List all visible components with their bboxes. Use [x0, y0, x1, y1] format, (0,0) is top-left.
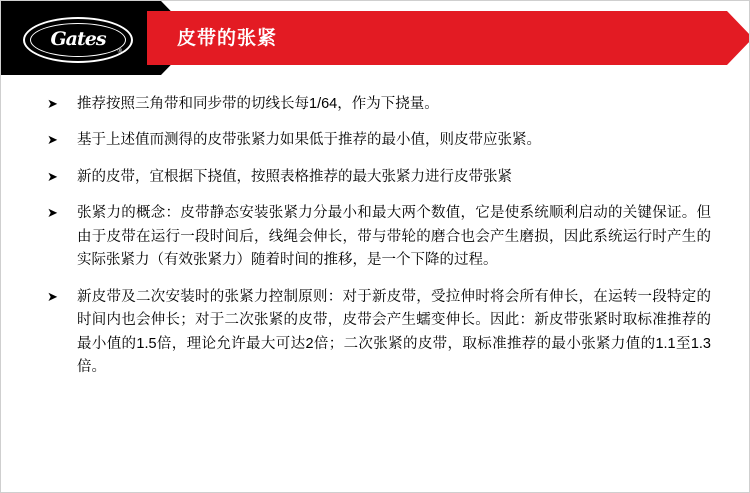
bullet-arrow-icon: ➤ [47, 133, 58, 149]
slide-body [1, 75, 749, 393]
list-item-text: 推荐按照三角带和同步带的切线长每1/64，作为下挠量。 [77, 96, 439, 112]
list-item-text: 新皮带及二次安装时的张紧力控制原则：对于新皮带，受拉伸时将会所有伸长，在运转一段特定的时间内也会伸长；对于二次张紧的皮带，皮带会产生蠕变伸长。因此：新皮带张紧时取标准推荐的最小值的1.5倍，理论允许最大可达2倍；二次张紧的皮带，取标准推荐的最小张紧力值的1.1至1.3倍。 [77, 288, 711, 376]
list-item [39, 129, 711, 152]
list-item-text: 基于上述值而测得的皮带张紧力如果低于推荐的最小值，则皮带应张紧。 [77, 132, 541, 149]
list-item-text: 新的皮带，宜根据下挠值，按照表格推荐的最大张紧力进行皮带张紧 [77, 168, 512, 185]
page-title: 皮带的张紧 [177, 28, 278, 49]
logo-registered-mark: ® [117, 49, 122, 55]
bullet-arrow-icon: ➤ [47, 206, 58, 222]
list-item [39, 286, 711, 380]
list-item [39, 202, 711, 272]
bullet-arrow-icon: ➤ [47, 289, 58, 305]
gates-logo [23, 17, 133, 63]
slide-header [1, 1, 749, 75]
list-item [39, 93, 711, 116]
bullet-arrow-icon: ➤ [47, 169, 58, 185]
logo-wordmark: Gates [50, 28, 106, 50]
bullet-list [39, 93, 711, 380]
bullet-arrow-icon: ➤ [47, 97, 58, 112]
list-item [39, 166, 711, 189]
list-item-text: 张紧力的概念：皮带静态安装张紧力分最小和最大两个数值，它是使系统顺利启动的关键保证。但由于皮带在运行一段时间后，线绳会伸长，带与带轮的磨合也会产生磨损，因此系统运行时产生的实际张紧力（有效张紧力）随着时间的推移，是一个下降的过程。 [77, 205, 711, 269]
